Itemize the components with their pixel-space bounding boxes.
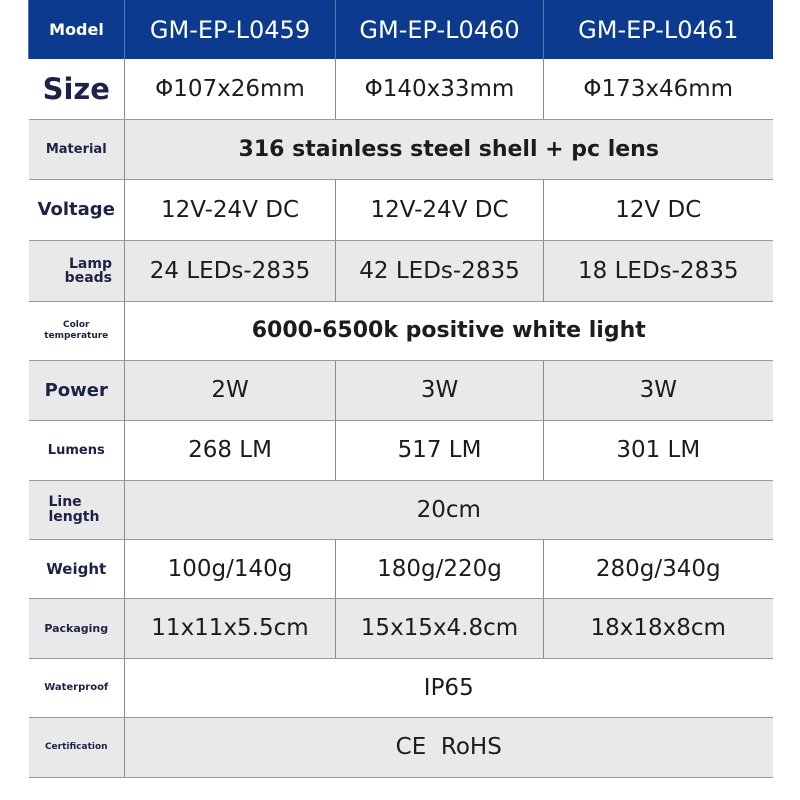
model-2: GM-EP-L0460 xyxy=(336,0,544,59)
color-temperature-row xyxy=(29,301,773,360)
model-1: GM-EP-L0459 xyxy=(125,0,336,59)
power-label: Power xyxy=(29,360,125,420)
line-length-label-line2: length xyxy=(48,508,100,525)
packaging-value: 11x11x5.5cm xyxy=(125,598,336,658)
size-value: Φ173x46mm xyxy=(544,59,773,119)
color-temperature-label xyxy=(29,301,125,360)
size-label: Size xyxy=(29,59,125,119)
weight-value: 100g/140g xyxy=(125,539,336,598)
model-label: Model xyxy=(29,0,125,59)
material-row xyxy=(29,119,773,179)
color-temperature-label-line2: temperature xyxy=(44,330,109,341)
lamp-beads-label-line2: beads xyxy=(64,269,112,286)
lamp-beads-value: 18 LEDs-2835 xyxy=(544,240,773,301)
lumens-value: 268 LM xyxy=(125,420,336,480)
lamp-beads-label-line1: Lamp xyxy=(69,255,112,272)
waterproof-value: IP65 xyxy=(125,658,773,717)
power-value: 2W xyxy=(125,360,336,420)
lamp-beads-value: 42 LEDs-2835 xyxy=(336,240,544,301)
voltage-row xyxy=(29,179,773,240)
line-length-value: 20cm xyxy=(125,480,773,539)
waterproof-label: Waterproof xyxy=(29,658,125,717)
material-label: Material xyxy=(29,119,125,179)
voltage-label: Voltage xyxy=(29,179,125,240)
line-length-label xyxy=(29,480,125,539)
header-row xyxy=(29,0,773,59)
weight-value: 180g/220g xyxy=(336,539,544,598)
lumens-label: Lumens xyxy=(29,420,125,480)
weight-row xyxy=(29,539,773,598)
size-value: Φ140x33mm xyxy=(336,59,544,119)
lumens-row xyxy=(29,420,773,480)
certification-row xyxy=(29,717,773,777)
line-length-row xyxy=(29,480,773,539)
spec-table xyxy=(28,0,773,778)
size-value: Φ107x26mm xyxy=(125,59,336,119)
size-row xyxy=(29,59,773,119)
certification-value: CE RoHS xyxy=(125,717,773,777)
packaging-label: Packaging xyxy=(29,598,125,658)
voltage-value: 12V DC xyxy=(544,179,773,240)
weight-label: Weight xyxy=(29,539,125,598)
lamp-beads-value: 24 LEDs-2835 xyxy=(125,240,336,301)
material-value: 316 stainless steel shell + pc lens xyxy=(125,119,773,179)
certification-label: Certification xyxy=(29,717,125,777)
packaging-value: 18x18x8cm xyxy=(544,598,773,658)
lamp-beads-row xyxy=(29,240,773,301)
color-temperature-value: 6000-6500k positive white light xyxy=(125,301,773,360)
model-3: GM-EP-L0461 xyxy=(544,0,773,59)
packaging-row xyxy=(29,598,773,658)
voltage-value: 12V-24V DC xyxy=(125,179,336,240)
lumens-value: 301 LM xyxy=(544,420,773,480)
lamp-beads-label xyxy=(29,240,125,301)
power-value: 3W xyxy=(336,360,544,420)
lumens-value: 517 LM xyxy=(336,420,544,480)
color-temperature-label-line1: Color xyxy=(63,319,90,330)
line-length-label-line1: Line xyxy=(48,493,82,510)
power-row xyxy=(29,360,773,420)
waterproof-row xyxy=(29,658,773,717)
packaging-value: 15x15x4.8cm xyxy=(336,598,544,658)
weight-value: 280g/340g xyxy=(544,539,773,598)
power-value: 3W xyxy=(544,360,773,420)
voltage-value: 12V-24V DC xyxy=(336,179,544,240)
